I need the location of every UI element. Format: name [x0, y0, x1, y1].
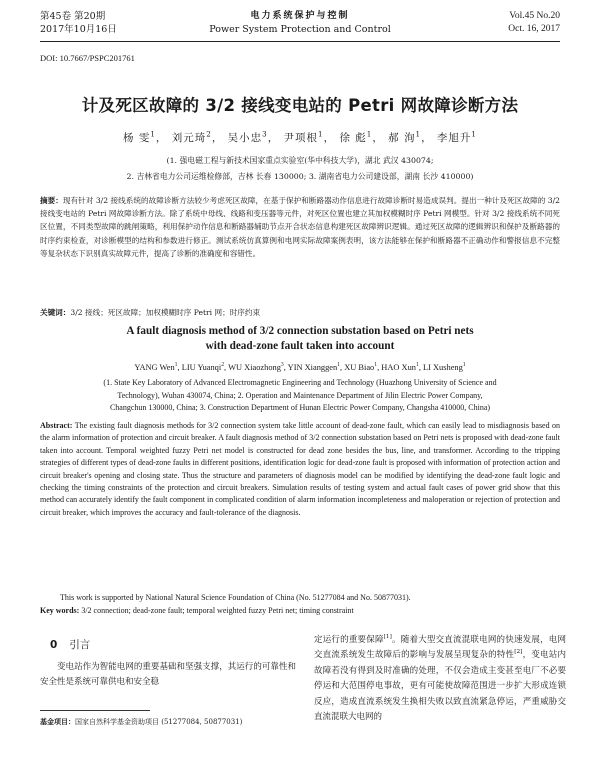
keywords-text-cn: 3/2 接线；死区故障；加权模糊时序 Petri 网；时序约束	[70, 308, 261, 317]
affiliation-line: (1. 强电磁工程与新技术国家重点实验室(华中科技大学)，湖北 武汉 430074;	[166, 156, 434, 165]
authors-cn: 杨 雯$^1$， 刘元琦$^2$， 吴小忠$^3$， 尹项根$^1$， 徐 彪$^1$， 郝 洵$^1$， 李旭升$^1$	[123, 129, 477, 144]
title-en	[40, 324, 560, 354]
abstract-label-cn: 摘要：	[40, 196, 63, 205]
funding-note-en: This work is supported by National Natural Science Foundation of China (No. 51277084 and No. 50877031).	[60, 593, 411, 602]
body-left-column	[40, 660, 296, 690]
author-en: LIU Yuanqi$^2$	[181, 362, 225, 372]
keywords-cn	[40, 307, 560, 318]
footnote	[40, 716, 296, 728]
date-cn: 2017年10月16日	[40, 24, 117, 35]
issue-info-en	[508, 10, 560, 36]
running-header	[40, 10, 560, 42]
footnote-label: 基金项目：	[40, 718, 75, 726]
author-cn: 吴小忠$^3$	[227, 129, 268, 144]
affiliations-en	[40, 377, 560, 415]
abstract-text-en: The existing fault diagnosis methods for 3/2 connection system take little account of dead-zone fault, which can easily lead to misdiagnosis based on the alarm information of protection and circuit breaker. A fault diagnosis method of 3/2 connection substation based on Petri nets is proposed with dead-zone fault taken into account. Temporal weighted fuzzy Petri net model is constructed for dead zone besides the bus, line, and transformer. According to the tripping strategies of different types of dead-zone faults in different positions, identification logic for dead-zone fault is proposed with information of protection action and circuit breaker's opening and closing state. Thus the structure and parameters of diagnosis model can be modified by identifying the dead-zone fault logic and checking the timing constraints of the protection and circuit breakers. Simulation results of testing system and actual fault cases of power grid show that this method can accurately identify the fault component in complicated condition of alarm information incompleteness and maloperation or rejection of protection and circuit breaker, which improves the accuracy and fault-tolerance of the diagnosis.	[40, 421, 561, 517]
date-en: Oct. 16, 2017	[508, 24, 560, 34]
keywords-label-en: Key words:	[40, 606, 80, 615]
journal-name	[40, 10, 560, 36]
citation: [2]	[514, 649, 523, 656]
author-en: HAO Xun$^1$	[381, 362, 419, 372]
body-paragraph: 。随着大型交直流混联电网的快速发展，电网交直流系统发生故障后的影响与发展呈现复杂的特性	[314, 635, 566, 661]
section-number: 0	[50, 639, 58, 651]
footnote-rule	[40, 710, 150, 711]
body-paragraph: 定运行的重要保障	[314, 635, 384, 645]
affiliation-line: (1. State Key Laboratory of Advanced Electromagnetic Engineering and Technology (Huazhong University of Science and	[103, 378, 497, 387]
affiliation-line: Technology), Wuhan 430074, China; 2. Operation and Maintenance Department of Jilin Electric Power Company,	[117, 390, 483, 400]
body-paragraph: 变电站作为智能电网的重要基础和坚强支撑，其运行的可靠性和安全性是系统可靠供电和安全稳	[40, 662, 296, 687]
author-en: YANG Wen$^1$	[134, 362, 178, 372]
abstract-label-en: Abstract:	[40, 421, 73, 430]
body-right-column	[314, 633, 566, 725]
authors-en: YANG Wen$^1$, LIU Yuanqi$^2$, WU Xiaozhong$^3$, YIN Xianggen$^1$, XU Biao$^1$, HAO Xun$^1$, LI Xusheng$^1$	[134, 362, 466, 372]
title-en-line: A fault diagnosis method of 3/2 connection substation based on Petri nets	[126, 325, 474, 337]
author-cn: 徐 彪$^1$	[339, 129, 373, 144]
affiliation-line: Changchun 130000, China; 3. Construction Department of Hunan Electric Power Company, Changsha 410000, China)	[109, 403, 491, 413]
author-cn: 郝 洵$^1$	[388, 129, 422, 144]
author-en: YIN Xianggen$^1$	[287, 362, 341, 372]
abstract-text-cn: 现有针对 3/2 接线系统的故障诊断方法较少考虑死区故障，在基于保护和断路器动作信息进行故障诊断时易造成误判。提出一种计及死区故障的 3/2 接线变电站的 Petri 网故障诊断方法。除了系统中母线、线路和变压器等元件，对死区位置也建立其加权模糊时序 Petri 网模型。针对 3/2 接线系统不同死区位置，不同类型故障的跳闸策略，利用保护动作信息和断路器辅助节点开合状态信息构建死区故障辨识逻辑。通过死区故障的逻辑辨识和保护及断路器的时序约束检查，对诊断模型的结构和参数进行修正。测试系统仿真算例和电网实际故障案例表明，该方法能够在保护和断路器不正确动作和警报信息不完整等复杂状态下识别真实故障元件，提高了诊断的准确度和容错性。	[40, 196, 560, 258]
keywords-label-cn: 关键词：	[40, 308, 71, 317]
keywords-en	[40, 606, 560, 615]
author-cn: 李旭升$^1$	[436, 129, 477, 144]
title-cn: 计及死区故障的 3/2 接线变电站的 Petri 网故障诊断方法	[81, 96, 519, 115]
section-heading	[50, 637, 90, 652]
section-title: 引言	[69, 639, 91, 651]
affiliations-cn	[30, 153, 570, 185]
journal-name-cn: 电力系统保护与控制	[250, 11, 350, 21]
citation: [1]	[383, 634, 392, 641]
abstract-en	[40, 420, 560, 519]
abstract-cn	[40, 194, 560, 260]
doi: DOI: 10.7667/PSPC201761	[40, 53, 135, 63]
author-cn: 刘元琦$^2$	[171, 129, 212, 144]
title-en-line: with dead-zone fault taken into account	[205, 340, 395, 352]
footnote-text: 国家自然科学基金资助项目 (51277084, 50877031)	[75, 718, 243, 726]
affiliation-line: 2. 吉林省电力公司运维检修部，吉林 长春 130000; 3. 湖南省电力公司建设部，湖南 长沙 410000)	[126, 172, 474, 181]
author-cn: 杨 雯$^1$	[123, 129, 156, 144]
volume-issue-en: Vol.45 No.20	[509, 11, 560, 21]
author-en: XU Biao$^1$	[344, 362, 378, 372]
keywords-text-en: 3/2 connection; dead-zone fault; temporal weighted fuzzy Petri net; timing constraint	[81, 606, 354, 615]
author-cn: 尹项根$^1$	[283, 129, 324, 144]
body-paragraph: ，变电站内故障若没有得到及时准确的处理，不仅会造成主变甚至电厂不必要停运和大范围停电事故，更有可能使故障范围进一步扩大形成连锁反应，造成直流系统发生换相失败以致直流紧急停运，严重威胁交直流混联大电网的	[314, 650, 566, 723]
author-en: LI Xusheng$^1$	[423, 362, 466, 372]
header-rule	[40, 41, 560, 42]
volume-issue-cn: 第45卷 第20期	[40, 11, 106, 22]
author-en: WU Xiaozhong$^3$	[228, 362, 284, 372]
journal-name-en: Power System Protection and Control	[209, 24, 391, 35]
